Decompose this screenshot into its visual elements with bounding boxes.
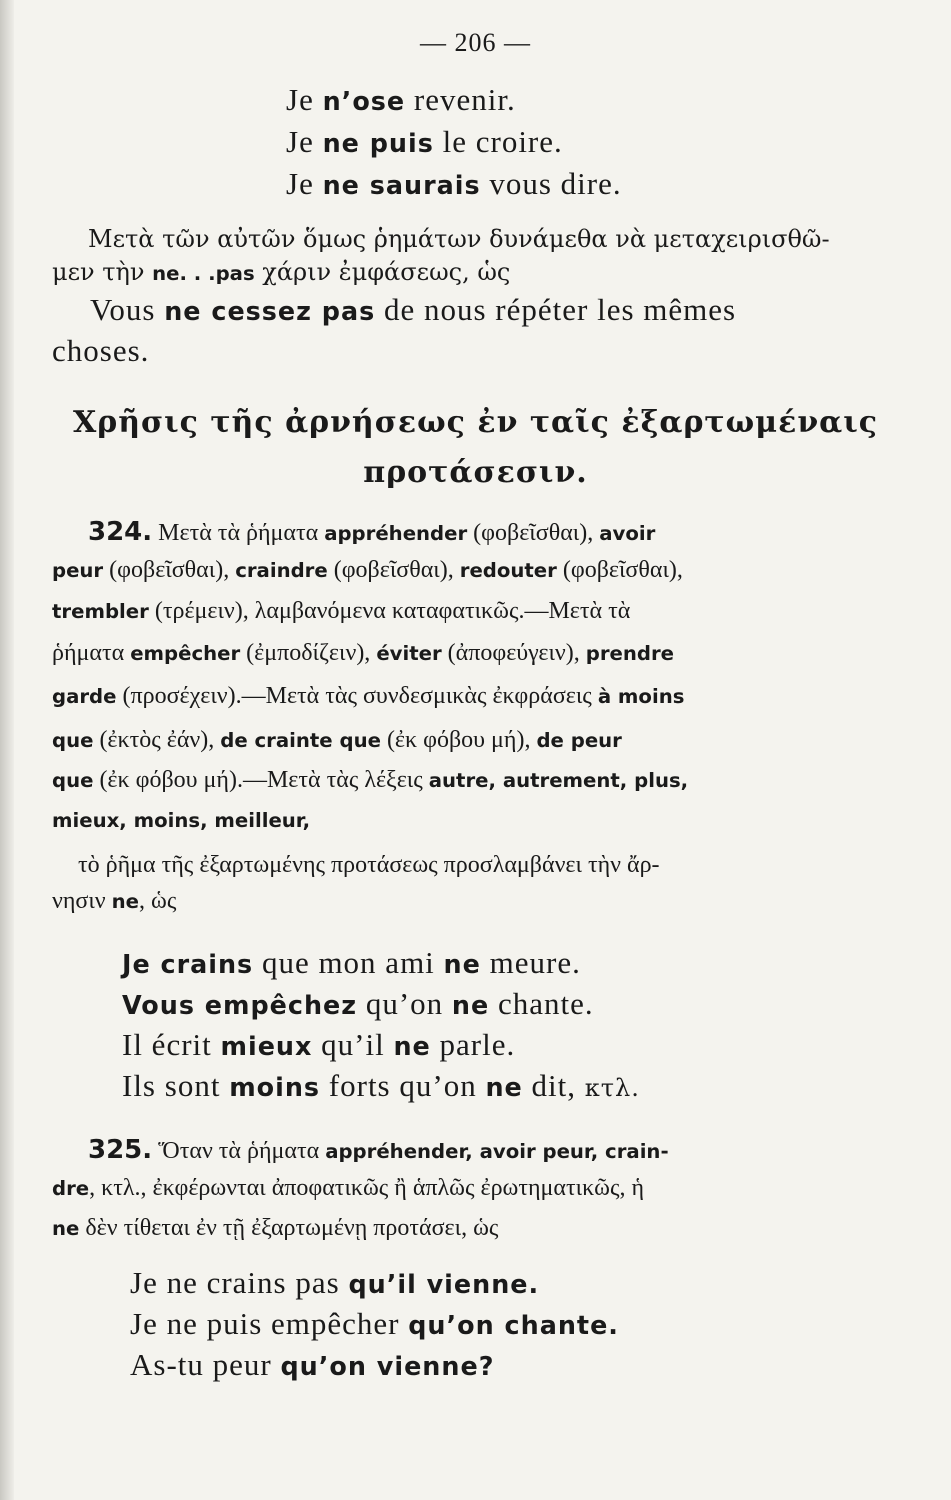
page-number: — 206 — xyxy=(420,28,531,57)
paragraph-324-line: νησιν ne, ὡς xyxy=(52,888,177,914)
paragraph-325-line: ne δὲν τίθεται ἐν τῇ ἐξαρτωμένῃ προτάσει, ὡς xyxy=(52,1215,499,1241)
example-line: Je ne crains pas qu’il vienne. xyxy=(130,1265,540,1300)
greek-text-line: μεν τὴν ne. . .pas χάριν ἐμφάσεως, ὡς xyxy=(52,258,511,286)
page-edge-shadow xyxy=(0,0,14,1500)
paragraph-324-line: mieux, moins, meilleur, xyxy=(52,809,311,832)
example-line: Vous ne cessez pas de nous répéter les mêmes xyxy=(90,292,737,327)
paragraph-324-line: trembler (τρέμειν), λαμβανόμενα καταφατικῶς.—Μετὰ τὰ xyxy=(52,598,631,624)
paragraph-324-line: 324. Μετὰ τὰ ῥήματα appréhender (φοβεῖσθαι), avoir xyxy=(88,517,656,547)
section-heading: Χρῆσις τῆς ἀρνήσεως ἐν ταῖς ἐξαρτωμέναις xyxy=(72,405,879,440)
paragraph-325-line: dre, κτλ., ἐκφέρωνται ἀποφατικῶς ἢ ἁπλῶς ἐρωτηματικῶς, ἡ xyxy=(52,1175,645,1201)
example-line: Il écrit mieux qu’il ne parle. xyxy=(122,1027,516,1062)
example-line: Vous empêchez qu’on ne chante. xyxy=(122,986,594,1021)
paragraph-325-line: 325. Ὅταν τὰ ῥήματα appréhender, avoir peur, crain- xyxy=(88,1135,669,1165)
paragraph-324-line: τὸ ῥῆμα τῆς ἐξαρτωμένης προτάσεως προσλαμβάνει τὴν ἄρ- xyxy=(78,852,660,878)
example-line: Je ne puis le croire. xyxy=(286,124,563,159)
example-line: Je n’ose revenir. xyxy=(286,82,516,117)
example-line: Je ne saurais vous dire. xyxy=(286,166,622,201)
example-line: Je ne puis empêcher qu’on chante. xyxy=(130,1306,619,1341)
greek-text-line: Μετὰ τῶν αὐτῶν ὅμως ῥημάτων δυνάμεθα νὰ μεταχειρισθῶ- xyxy=(88,225,830,253)
paragraph-324-line: que (ἐκ φόβου μή).—Μετὰ τὰς λέξεις autre, autrement, plus, xyxy=(52,767,689,793)
example-line: Ils sont moins forts qu’on ne dit, κτλ. xyxy=(122,1068,640,1103)
example-line: Je crains que mon ami ne meure. xyxy=(122,945,581,980)
example-line: As-tu peur qu’on vienne? xyxy=(130,1347,495,1382)
paragraph-324-line: que (ἐκτὸς ἐάν), de crainte que (ἐκ φόβου μή), de peur xyxy=(52,727,622,753)
paragraph-324-line: peur (φοβεῖσθαι), craindre (φοβεῖσθαι), redouter (φοβεῖσθαι), xyxy=(52,557,683,583)
paragraph-324-line: ῥήματα empêcher (ἐμποδίζειν), éviter (ἀποφεύγειν), prendre xyxy=(52,640,675,666)
paragraph-324-line: garde (προσέχειν).—Μετὰ τὰς συνδεσμικὰς ἐκφράσεις à moins xyxy=(52,683,685,709)
section-heading: προτάσεσιν. xyxy=(363,455,588,490)
example-line: choses. xyxy=(52,333,150,368)
